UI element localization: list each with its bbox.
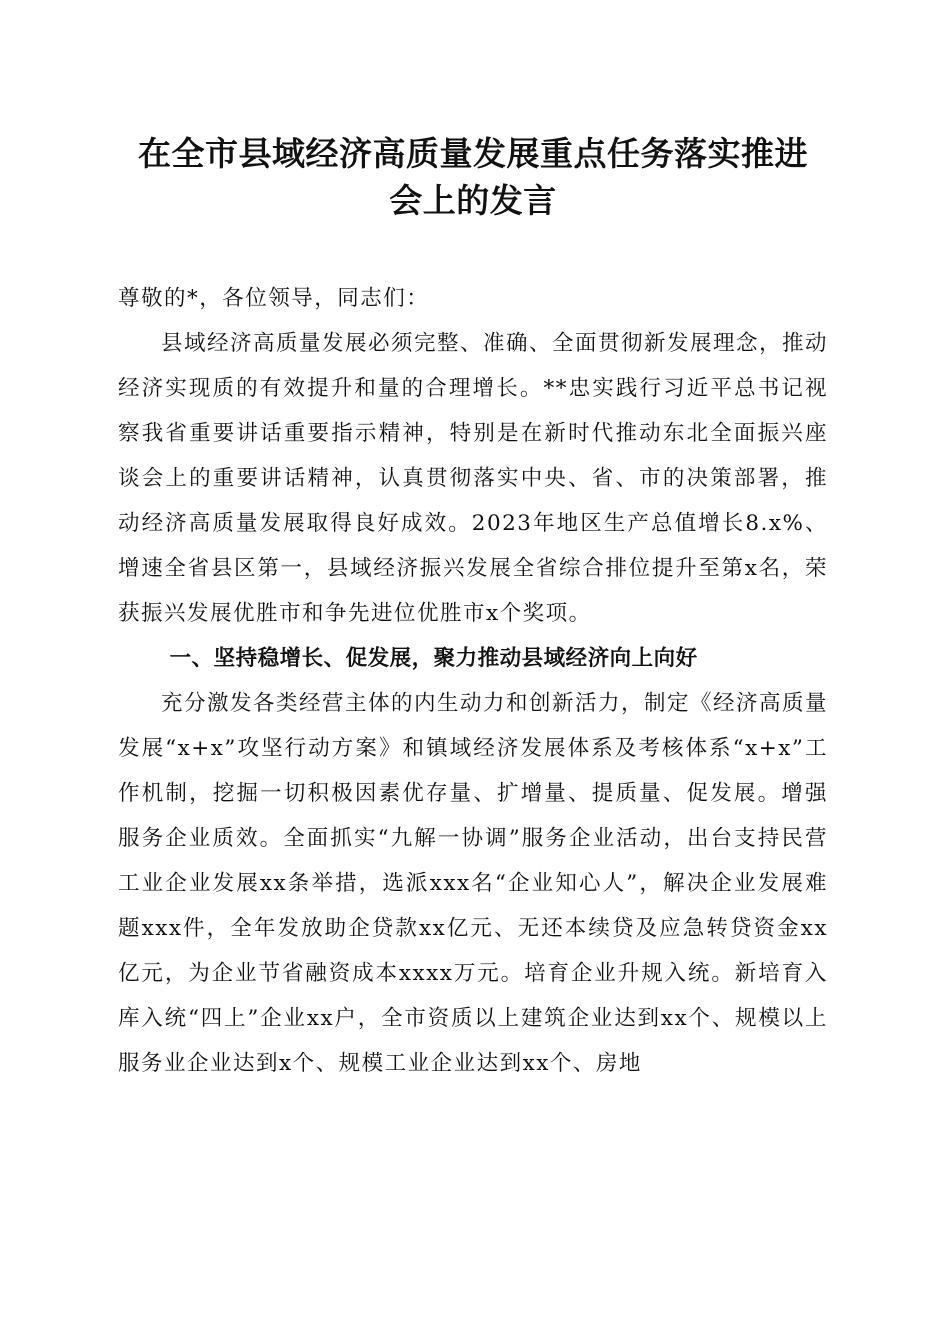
paragraph-section-1: 充分激发各类经营主体的内生动力和创新活力，制定《经济高质量发展“x+x”攻坚行动方案》和镇域经济发展体系及考核体系“x+x”工作机制，挖掘一切积极因素优存量、扩增量、提质量、促发展。增强服务企业质效。全面抓实“九解一协调”服务企业活动，出台支持民营工业企业发展xx条举措，选派xxx名“企业知心人”，解决企业发展难题xxx件，全年发放助企贷款xx亿元、无还本续贷及应急转贷资金xx亿元，为企业节省融资成本xxxx万元。培育企业升规入统。新培育入库入统“四上”企业xx户，全市资质以上建筑企业达到xx个、规模以上服务业企业达到x个、规模工业企业达到xx个、房地 xyxy=(118,691,829,1076)
title-line-2: 会上的发言 xyxy=(389,181,557,220)
document-body xyxy=(118,276,828,1086)
title-line-1: 在全市县域经济高质量发展重点任务落实推进 xyxy=(138,134,808,173)
document-title xyxy=(118,130,828,224)
salutation: 尊敬的*，各位领导，同志们： xyxy=(118,286,430,311)
document-page xyxy=(118,130,828,1086)
paragraph-intro: 县域经济高质量发展必须完整、准确、全面贯彻新发展理念，推动经济实现质的有效提升和量的合理增长。**忠实践行习近平总书记视察我省重要讲话重要指示精神，特别是在新时代推动东北全面振兴座谈会上的重要讲话精神，认真贯彻落实中央、省、市的决策部署，推动经济高质量发展取得良好成效。2023年地区生产总值增长8.x%、增速全省县区第一，县域经济振兴发展全省综合排位提升至第x名，荣获振兴发展优胜市和争先进位优胜市x个奖项。 xyxy=(118,331,829,626)
section-heading-1: 一、坚持稳增长、促发展，聚力推动县域经济向上向好 xyxy=(169,646,698,671)
